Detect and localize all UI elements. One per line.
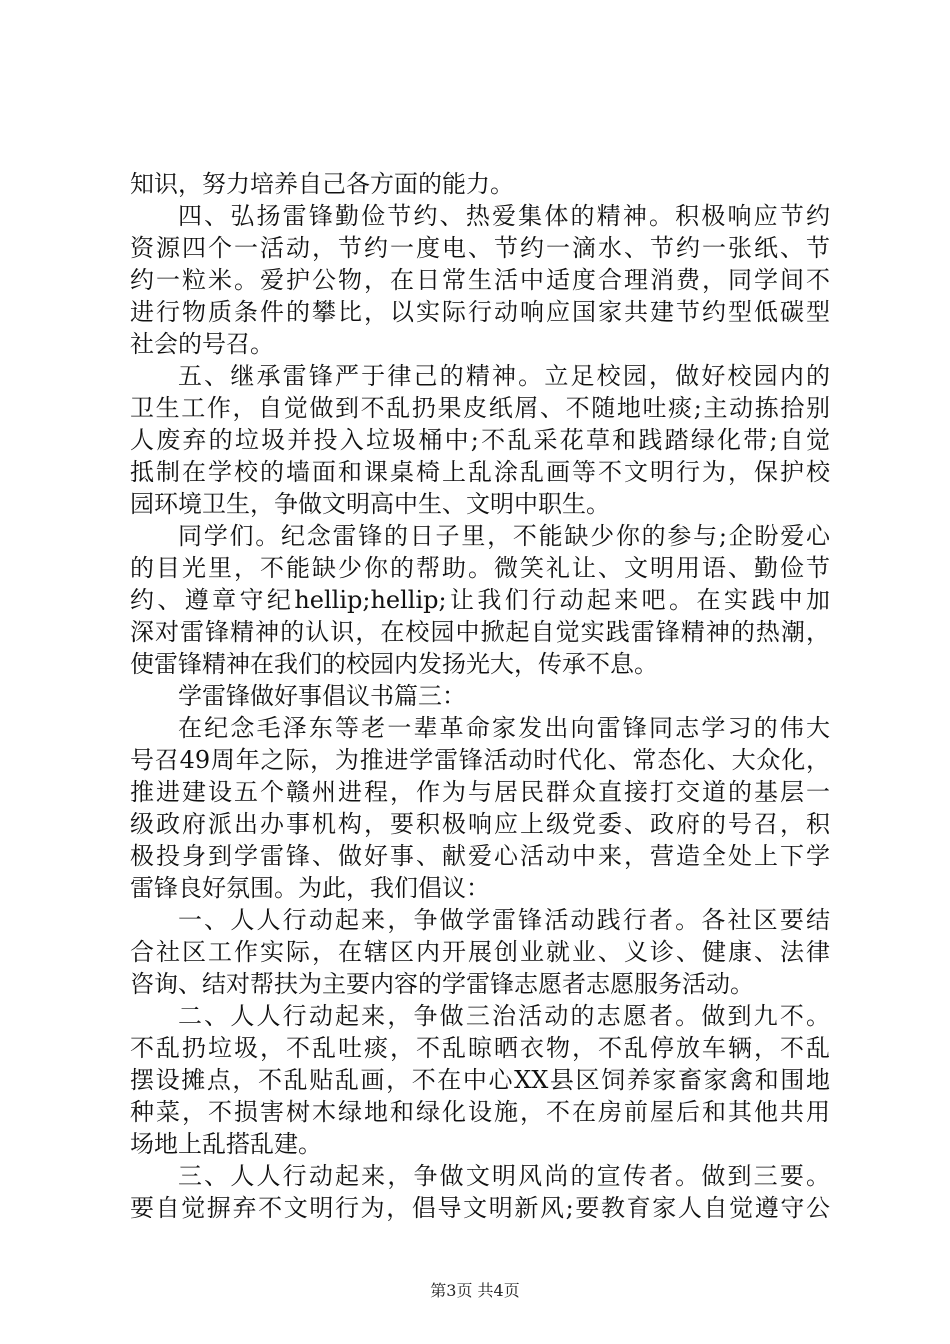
page-number-footer: 第3页 共4页 (430, 1281, 520, 1300)
text-line: 不乱扔垃圾，不乱吐痰，不乱晾晒衣物，不乱停放车辆，不乱 (130, 1034, 830, 1062)
text-line: 资源四个一活动，节约一度电、节约一滴水、节约一张纸、节 (130, 234, 830, 262)
text-line: 约一粒米。爱护公物，在日常生活中适度合理消费，同学间不 (130, 266, 830, 294)
text-line: 推进建设五个赣州进程，作为与居民群众直接打交道的基层一 (130, 778, 830, 806)
section-heading: 学雷锋做好事倡议书篇三： (178, 682, 466, 710)
text-line: 种菜，不损害树木绿地和绿化设施，不在房前屋后和其他共用 (130, 1098, 830, 1126)
text-line: 号召49周年之际，为推进学雷锋活动时代化、常态化、大众化， (130, 746, 830, 774)
body-text (130, 168, 830, 1224)
text-line: 同学们。纪念雷锋的日子里，不能缺少你的参与;企盼爱心 (178, 522, 830, 550)
text-line: 摆设摊点，不乱贴乱画，不在中心XX县区饲养家畜家禽和围地 (130, 1066, 830, 1094)
text-line: 场地上乱搭乱建。 (130, 1130, 322, 1158)
text-line: 二、人人行动起来，争做三治活动的志愿者。做到九不。 (178, 1002, 830, 1030)
text-line: 四、弘扬雷锋勤俭节约、热爱集体的精神。积极响应节约 (178, 202, 830, 230)
text-line: 合社区工作实际，在辖区内开展创业就业、义诊、健康、法律 (130, 938, 830, 966)
text-line: 约、遵章守纪hellip;hellip;让我们行动起来吧。在实践中加 (130, 586, 830, 614)
text-line: 极投身到学雷锋、做好事、献爱心活动中来，营造全处上下学 (130, 842, 830, 870)
text-line: 雷锋良好氛围。为此，我们倡议： (130, 874, 490, 902)
text-line: 在纪念毛泽东等老一辈革命家发出向雷锋同志学习的伟大 (178, 714, 830, 742)
text-line: 人废弃的垃圾并投入垃圾桶中;不乱采花草和践踏绿化带;自觉 (130, 426, 830, 454)
text-line: 使雷锋精神在我们的校园内发扬光大，传承不息。 (130, 650, 658, 678)
text-line: 三、人人行动起来，争做文明风尚的宣传者。做到三要。 (178, 1162, 830, 1190)
text-line: 卫生工作，自觉做到不乱扔果皮纸屑、不随地吐痰;主动拣拾别 (130, 394, 830, 422)
text-line: 五、继承雷锋严于律己的精神。立足校园，做好校园内的 (178, 362, 830, 390)
text-line: 要自觉摒弃不文明行为，倡导文明新风;要教育家人自觉遵守公 (130, 1194, 830, 1222)
text-line: 进行物质条件的攀比，以实际行动响应国家共建节约型低碳型 (130, 298, 830, 326)
text-line: 抵制在学校的墙面和课桌椅上乱涂乱画等不文明行为，保护校 (130, 458, 830, 486)
text-line: 咨询、结对帮扶为主要内容的学雷锋志愿者志愿服务活动。 (130, 970, 754, 998)
text-line: 一、人人行动起来，争做学雷锋活动践行者。各社区要结 (178, 906, 830, 934)
text-line: 深对雷锋精神的认识，在校园中掀起自觉实践雷锋精神的热潮， (130, 618, 830, 646)
text-line: 园环境卫生，争做文明高中生、文明中职生。 (130, 490, 610, 518)
text-line: 的目光里，不能缺少你的帮助。微笑礼让、文明用语、勤俭节 (130, 554, 830, 582)
text-line: 社会的号召。 (130, 330, 274, 358)
text-line: 级政府派出办事机构，要积极响应上级党委、政府的号召，积 (130, 810, 830, 838)
text-line: 知识，努力培养自己各方面的能力。 (130, 170, 514, 198)
